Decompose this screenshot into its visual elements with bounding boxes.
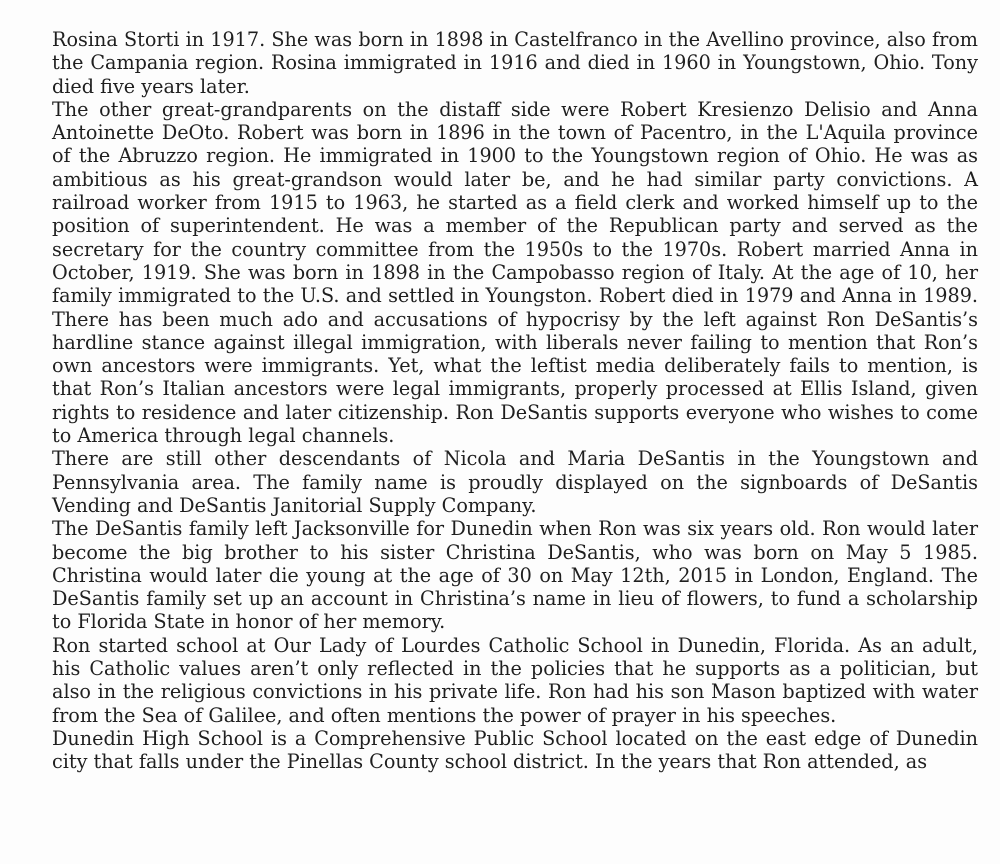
paragraph-dunedin-high: Dunedin High School is a Comprehensive Public School located on the east edge of Dunedin city that falls under the Pinellas County school district. In the years that Ron attended, as <box>52 726 978 774</box>
paragraph-delisio-deoto: The other great-grandparents on the distaff side were Robert Kresienzo Delisio and Anna Antoinette DeOto. Robert was born in 1896 in the town of Pacentro, in the L'Aquila province of the Abruzzo region. He immigrated in 1900 to the Youngstown region of Ohio. He was as ambitious as his great-grandson would later be, and he had similar party convictions. A railroad worker from 1915 to 1963, he started as a field clerk and worked himself up to the position of superintendent. He was a member of the Republican party and served as the secretary for the country committee from the 1950s to the 1970s. Robert married Anna in October, 1919. She was born in 1898 in the Campobasso region of Italy. At the age of 10, her family immigrated to the U.S. and settled in Youngston. Robert died in 1979 and Anna in 1989. There has been much ado and accusations of hypocrisy by the left against Ron DeSantis’s hardline stance against illegal immigration, with liberals never failing to mention that Ron’s own ancestors were immigrants. Yet, what the leftist media deliberately fails to mention, is that Ron’s Italian ancestors were legal immigrants, properly processed at Ellis Island, given rights to residence and later citizenship. Ron DeSantis supports everyone who wishes to come to America through legal channels. <box>52 97 978 448</box>
body-text <box>52 28 978 774</box>
paragraph-catholic-school: Ron started school at Our Lady of Lourdes Catholic School in Dunedin, Florida. As an adult, his Catholic values aren’t only reflected in the policies that he supports as a politician, but also in the religious convictions in his private life. Ron had his son Mason baptized with water from the Sea of Galilee, and often mentions the power of prayer in his speeches. <box>52 633 978 727</box>
paragraph-christina: The DeSantis family left Jacksonville for Dunedin when Ron was six years old. Ron would later become the big brother to his sister Christina DeSantis, who was born on May 5 1985. Christina would later die young at the age of 30 on May 12th, 2015 in London, England. The DeSantis family set up an account in Christina’s name in lieu of flowers, to fund a scholarship to Florida State in honor of her memory. <box>52 517 978 634</box>
paragraph-rosina-storti: Rosina Storti in 1917. She was born in 1898 in Castelfranco in the Avellino province, also from the Campania region. Rosina immigrated in 1916 and died in 1960 in Youngstown, Ohio. Tony died five years later. <box>52 28 978 98</box>
paragraph-descendants: There are still other descendants of Nicola and Maria DeSantis in the Youngstown and Pennsylvania area. The family name is proudly displayed on the signboards of DeSantis Vending and DeSantis Janitorial Supply Company. <box>52 447 978 517</box>
